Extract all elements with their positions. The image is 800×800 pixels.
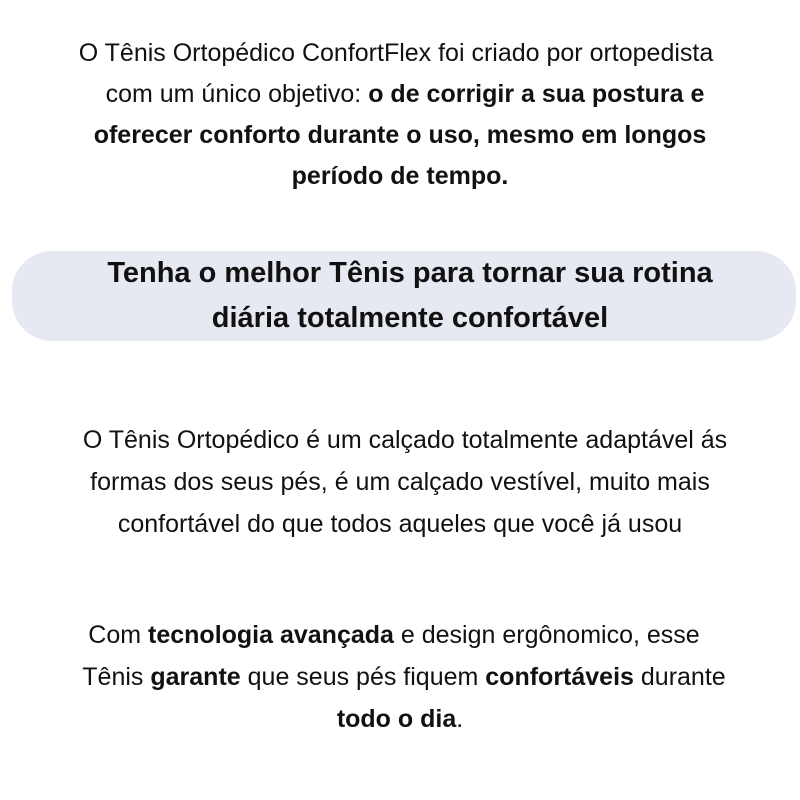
banner-line-1: Tenha o melhor Tênis para tornar sua rotina [107, 257, 713, 289]
description-line-3: confortável do que todos aqueles que você já usou [117, 510, 683, 538]
technology-line-1-b: e design ergônomico, esse [393, 621, 700, 649]
technology-line-1 [0, 614, 800, 656]
banner-line-2: diária totalmente confortável [211, 302, 609, 334]
intro-line-2-regular: com um único objetivo: [105, 80, 369, 108]
intro-line-2-bold: o de corrigir a sua postura e [368, 80, 705, 108]
technology-line-1-bold: tecnologia avançada [148, 621, 394, 649]
intro-line-2 [0, 74, 800, 115]
description-line-2: formas dos seus pés, é um calçado vestível, muito mais [90, 468, 710, 496]
description-line-1: O Tênis Ortopédico é um calçado totalmente adaptável ás [82, 426, 728, 454]
intro-paragraph [0, 33, 800, 197]
technology-line-2 [0, 656, 800, 698]
intro-line-1: O Tênis Ortopédico ConfortFlex foi criado por ortopedista [78, 39, 714, 67]
technology-line-2-c: durante [633, 663, 726, 691]
technology-line-2-a: Tênis [82, 663, 151, 691]
technology-line-2-b: que seus pés fiquem [240, 663, 486, 691]
intro-line-4: período de tempo. [291, 162, 509, 190]
technology-line-2-bold-1: garante [150, 663, 241, 691]
technology-line-2-bold-2: confortáveis [485, 663, 634, 691]
technology-line-3-end: . [456, 705, 464, 733]
highlight-banner [12, 251, 796, 341]
technology-line-3-bold: todo o dia [336, 705, 457, 733]
technology-line-1-a: Com [88, 621, 149, 649]
technology-paragraph [0, 614, 800, 740]
intro-line-3: oferecer conforto durante o uso, mesmo em longos [93, 121, 707, 149]
technology-line-3 [0, 698, 800, 740]
description-paragraph [0, 419, 800, 545]
